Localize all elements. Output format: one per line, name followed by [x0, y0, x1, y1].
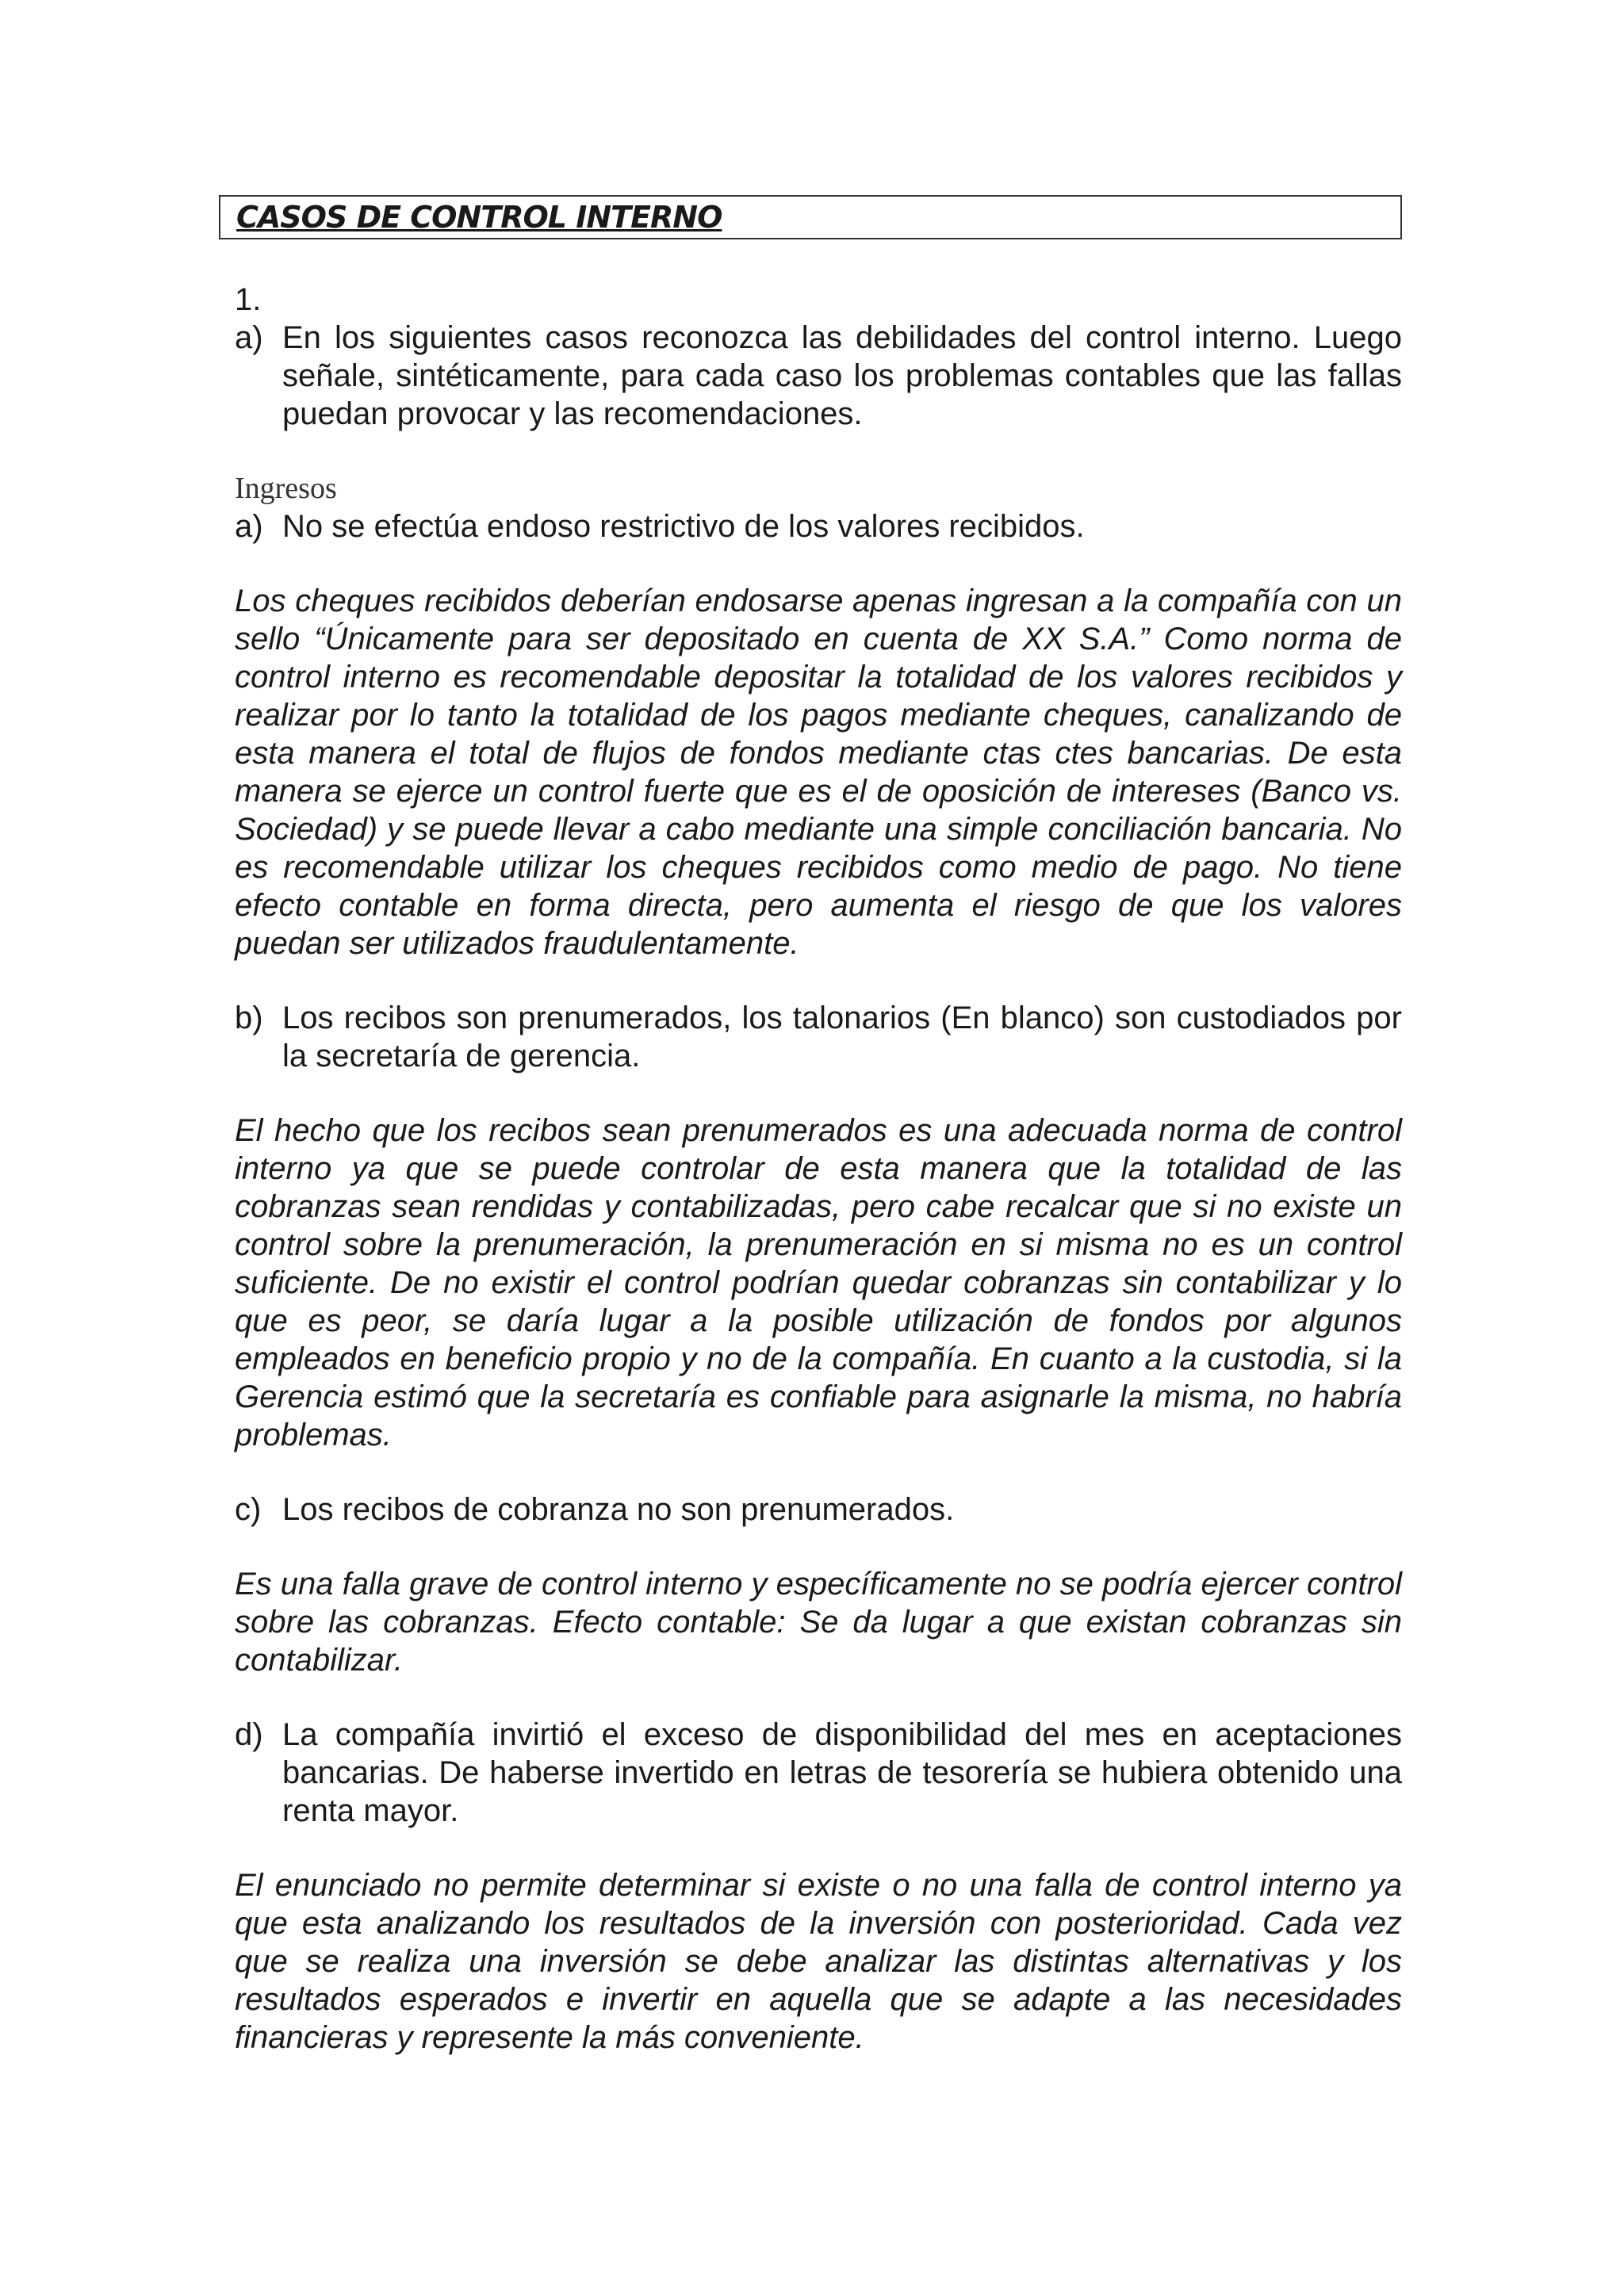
case-b-answer: El hecho que los recibos sean prenumerados es una adecuada norma de control interno ya que se puede controlar de esta manera que la totalidad de las cobranzas sean rendidas y contabilizadas, pero cabe recalcar que si no existe un control sobre la prenumeración, la prenumeración en si misma no es un control suficiente. De no existir el control podrían quedar cobranzas sin contabilizar y lo que es peor, se daría lugar a la posible utilización de fondos por algunos empleados en beneficio propio y no de la compañía. En cuanto a la custodia, si la Gerencia estimó que la secretaría es confiable para asignarle la misma, no habría problemas. — [235, 1113, 1402, 1452]
document-page — [235, 195, 1402, 2057]
intro-text: En los siguientes casos reconozca las debilidades del control interno. Luego señale, sintéticamente, para cada caso los problemas contables que las fallas puedan provocar y las recomendaciones. — [282, 320, 1402, 431]
case-question: La compañía invirtió el exceso de disponibilidad del mes en aceptaciones bancarias. De haberse invertido en letras de tesorería se hubiera obtenido una renta mayor. — [282, 1717, 1402, 1828]
case-d-answer: El enunciado no permite determinar si existe o no una falla de control interno ya que esta analizando los resultados de la inversión con posterioridad. Cada vez que se realiza una inversión se debe analizar las distintas alternativas y los resultados esperados e invertir en aquella que se adapte a las necesidades financieras y represente la más conveniente. — [235, 1868, 1402, 2055]
document-title: CASOS DE CONTROL INTERNO — [236, 200, 722, 235]
case-question: No se efectúa endoso restrictivo de los valores recibidos. — [282, 509, 1085, 544]
case-marker: d) — [235, 1717, 263, 1752]
case-a-answer: Los cheques recibidos deberían endosarse apenas ingresan a la compañía con un sello “Únicamente para ser depositado en cuenta de XX S.A.” Como norma de control interno es recomendable depositar la totalidad de los valores recibidos y realizar por lo tanto la totalidad de los pagos mediante cheques, canalizando de esta manera el total de flujos de fondos mediante ctas ctes bancarias. De esta manera se ejerce un control fuerte que es el de oposición de intereses (Banco vs. Sociedad) y se puede llevar a cabo mediante una simple conciliación bancaria. No es recomendable utilizar los cheques recibidos como medio de pago. No tiene efecto contable en forma directa, pero aumenta el riesgo de que los valores puedan ser utilizados fraudulentamente. — [235, 584, 1402, 961]
case-question: Los recibos son prenumerados, los talonarios (En blanco) son custodiados por la secretaría de gerencia. — [282, 1001, 1402, 1073]
title-box — [219, 195, 1402, 239]
exercise-number: 1. — [235, 282, 262, 317]
case-a-question — [235, 507, 1402, 545]
intro-marker: a) — [235, 320, 263, 355]
case-marker: a) — [235, 509, 263, 544]
section-title: Ingresos — [235, 472, 337, 505]
case-b-question — [235, 999, 1402, 1075]
case-c-question — [235, 1490, 1402, 1529]
case-marker: c) — [235, 1492, 262, 1527]
case-c-answer: Es una falla grave de control interno y específicamente no se podría ejercer control sobre las cobranzas. Efecto contable: Se da lugar a que existan cobranzas sin contabilizar. — [235, 1567, 1402, 1678]
case-question: Los recibos de cobranza no son prenumerados. — [282, 1492, 955, 1527]
intro-item — [235, 319, 1402, 433]
case-marker: b) — [235, 1001, 263, 1035]
case-d-question — [235, 1716, 1402, 1830]
